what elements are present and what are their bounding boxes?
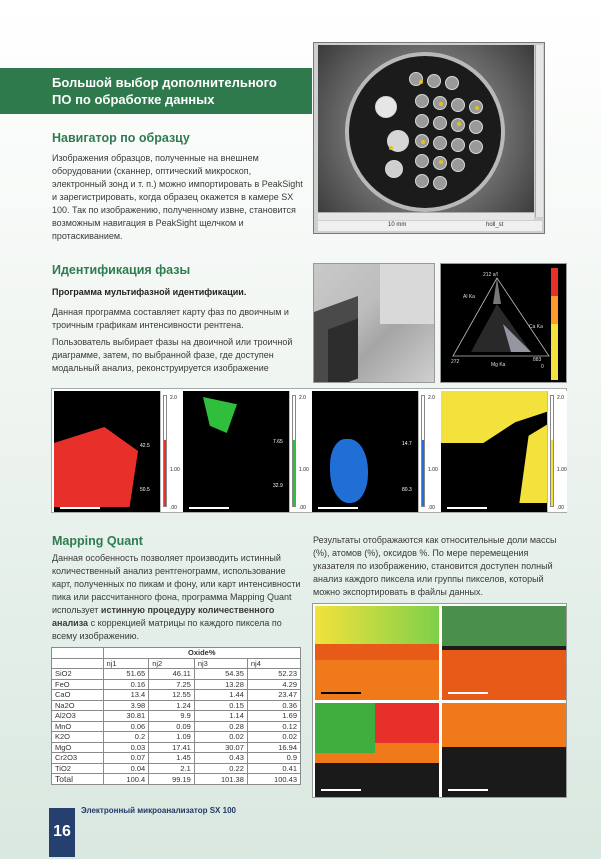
sample-disc [345,52,505,212]
table-column-header: nj1 [103,658,149,669]
scale-bar [448,789,488,791]
results-text: Результаты отображаются как относительные доли массы (%), атомов (%), оксидов %. По мере перемещения указателя по изображению, становится доступен полный анализ каждого пиксела или группы пикселов, который можно экспортировать в файлы данных. [313,535,557,597]
element-maps-strip [51,388,567,513]
table-row-label: FeO [52,679,104,690]
map-value-2: 50.5 [140,487,150,493]
ternary-bottom-left: 272 [451,359,460,365]
table-cell: 46.11 [149,669,195,680]
phase-id-para2: Пользователь выбирает фазы на двоичной или троичной диаграмме, затем, по выбранной фазе, где доступен модальный анализ, реконструируется изображение [52,337,293,373]
quant-map-region [442,703,566,747]
quant-map-region [315,763,439,797]
table-row [52,732,301,743]
quant-map [442,606,566,700]
table-cell: 0.9 [247,753,300,764]
table-cell: 0.16 [103,679,149,690]
table-group-header: Oxide% [103,648,300,659]
table-cell: 0.04 [103,763,149,774]
banner-title-line1: Большой выбор дополнительного [52,75,277,90]
table-cell: 0.09 [149,721,195,732]
quant-map [442,703,566,797]
table-cell: 13.28 [194,679,247,690]
map-phase-fill [330,439,368,503]
table-cell: 0.06 [103,721,149,732]
quant-maps-panel [312,603,567,798]
table-cell: 54.35 [194,669,247,680]
table-cell: 0.28 [194,721,247,732]
table-row-label: K2O [52,732,104,743]
table-cell: 0.02 [247,732,300,743]
table-row [52,774,301,785]
map-phase-fill [203,397,237,433]
table-row-label: Na2O [52,700,104,711]
table-cell: 2.1 [149,763,195,774]
table-cell: 0.43 [194,753,247,764]
table-corner [52,658,104,669]
table-row-label: MgO [52,742,104,753]
table-cell: 9.9 [149,711,195,722]
quant-map [315,703,439,797]
scale-top: 2.0 [299,395,306,401]
map-scale [418,391,438,512]
table-cell: 1.69 [247,711,300,722]
table-cell: 30.81 [103,711,149,722]
table-row [52,763,301,774]
scale-bot: .00 [170,505,177,511]
table-cell: 0.15 [194,700,247,711]
table-cell: 100.43 [247,774,300,785]
map-panel [183,391,309,512]
table-cell: 0.12 [247,721,300,732]
table-cell: 0.22 [194,763,247,774]
scale-top: 2.0 [428,395,435,401]
navigator-text: Изображения образцов, полученные на внешнем оборудовании (сканнер, оптический микроскоп, электронный зонд и т. п.) можно импортировать в PeakSight и зарегистрировать, когда образец окажется в камере SX 100. Так по изображению, полученному извне, становится возможным навигация в PeakSight щелчком и протаскиванием. [52,153,303,241]
table-cell: 101.38 [194,774,247,785]
scale-mid: 1.00 [428,467,438,473]
mapping-quant-title: Mapping Quant [52,534,143,548]
ternary-right-label: Ca Ka [529,324,543,330]
map-scale [547,391,567,512]
bse-image [313,263,435,383]
table-row [52,753,301,764]
mapping-quant-text [52,552,304,643]
table-row-label: Al2O3 [52,711,104,722]
table-row [52,690,301,701]
table-cell: 1.45 [149,753,195,764]
map-value-1: 42.5 [140,443,150,449]
scale-bar [189,507,229,509]
table-cell: 1.14 [194,711,247,722]
ternary-bottom-mid: Mg Ka [491,362,506,368]
quant-map-region [375,703,439,743]
table-cell: 0.02 [194,732,247,743]
ternary-bottom-right: 883 [533,357,542,363]
table-cell: 3.98 [103,700,149,711]
scale-bar [448,692,488,694]
map-value-1: 7.65 [273,439,283,445]
scale-top: 2.0 [557,395,564,401]
table-cell: 4.29 [247,679,300,690]
horizontal-scrollbar[interactable] [318,212,534,220]
quant-map [315,606,439,700]
quant-map-region [315,703,375,753]
phase-id-para1: Данная программа составляет карту фаз по двоичным и троичным графикам интенсивности рентгена. [52,307,289,330]
table-row-label: CaO [52,690,104,701]
scale-mid: 1.00 [299,467,309,473]
banner-title-line2: ПО по обработке данных [52,92,215,107]
map-value-2: 80.3 [402,487,412,493]
footer-title: Электронный микроанализатор SX 100 [81,806,236,815]
map-panel [441,391,567,512]
table-row-label: Cr2O3 [52,753,104,764]
table-cell: 0.07 [103,753,149,764]
map-panel [312,391,438,512]
table-cell: 52.23 [247,669,300,680]
scale-label: 10 mm [388,222,407,228]
navigator-status-bar [318,221,542,231]
ternary-left-label: Al Ka [463,294,475,300]
map-phase-fill [54,427,138,507]
scale-bar [321,692,361,694]
table-cell: 0.36 [247,700,300,711]
ternary-top-label: 212 s/l [483,272,498,278]
table-row [52,669,301,680]
table-cell: 1.24 [149,700,195,711]
table-row-label: SiO2 [52,669,104,680]
table-column-header: nj3 [194,658,247,669]
map-value-2: 32.9 [273,483,283,489]
quant-map-region [315,606,439,644]
ternary-diagram [440,263,567,383]
table-cell: 100.4 [103,774,149,785]
scale-top: 2.0 [170,395,177,401]
table-cell: 13.4 [103,690,149,701]
vertical-scrollbar[interactable] [535,45,543,217]
table-cell: 1.44 [194,690,247,701]
table-column-header: nj4 [247,658,300,669]
table-cell: 0.41 [247,763,300,774]
map-scale [160,391,180,512]
page-number: 16 [49,808,75,857]
ternary-bottom-zero: 0 [541,364,544,370]
oxide-table [51,647,301,785]
table-row-label: MnO [52,721,104,732]
phase-id-title: Идентификация фазы [52,263,191,277]
navigator-title: Навигатор по образцу [52,131,190,145]
map-scale [289,391,309,512]
table-row [52,679,301,690]
phase-id-subtitle: Программа мультифазной идентификации. [52,287,247,297]
mapping-quant-text-1: Данная особенность позволяет производить истинный количественный анализ рентгенограмм, использование карт, полученных по пикам и фону, или карт интенсивности пика или рассчитанного фона, программа Mapping Quant использует [52,553,301,615]
scale-bar [60,507,100,509]
table-cell: 0.03 [103,742,149,753]
mapping-quant-text-bold: истинную процедуру количественного анализа [52,605,275,628]
table-corner [52,648,104,659]
table-row [52,711,301,722]
quant-map-region [442,606,566,646]
table-cell: 17.41 [149,742,195,753]
table-row [52,700,301,711]
scale-bar [321,789,361,791]
scale-bar [447,507,487,509]
table-column-headers [52,658,301,669]
oxide-table-container [51,647,301,785]
scale-bar [318,507,358,509]
section-banner [0,68,312,114]
scale-bot: .00 [557,505,564,511]
table-cell: 30.07 [194,742,247,753]
map-value-1: 14.7 [402,441,412,447]
scale-mid: 1.00 [557,467,567,473]
mapping-quant-text-2: с коррекцией матрицы по каждого пиксела по всему изображению. [52,618,282,641]
table-row-label: Total [52,774,104,785]
table-cell: 16.94 [247,742,300,753]
table-cell: 1.09 [149,732,195,743]
table-cell: 23.47 [247,690,300,701]
map-panel [54,391,180,512]
table-body [52,669,301,785]
table-row [52,742,301,753]
table-row [52,721,301,732]
table-cell: 7.25 [149,679,195,690]
table-cell: 0.2 [103,732,149,743]
scale-mid: 1.00 [170,467,180,473]
table-cell: 51.65 [103,669,149,680]
file-label: holl_st [486,222,504,228]
scale-bot: .00 [428,505,435,511]
table-column-header: nj2 [149,658,195,669]
table-cell: 99.19 [149,774,195,785]
quant-map-region [315,660,439,700]
table-row-label: TiO2 [52,763,104,774]
scale-bot: .00 [299,505,306,511]
table-cell: 12.55 [149,690,195,701]
